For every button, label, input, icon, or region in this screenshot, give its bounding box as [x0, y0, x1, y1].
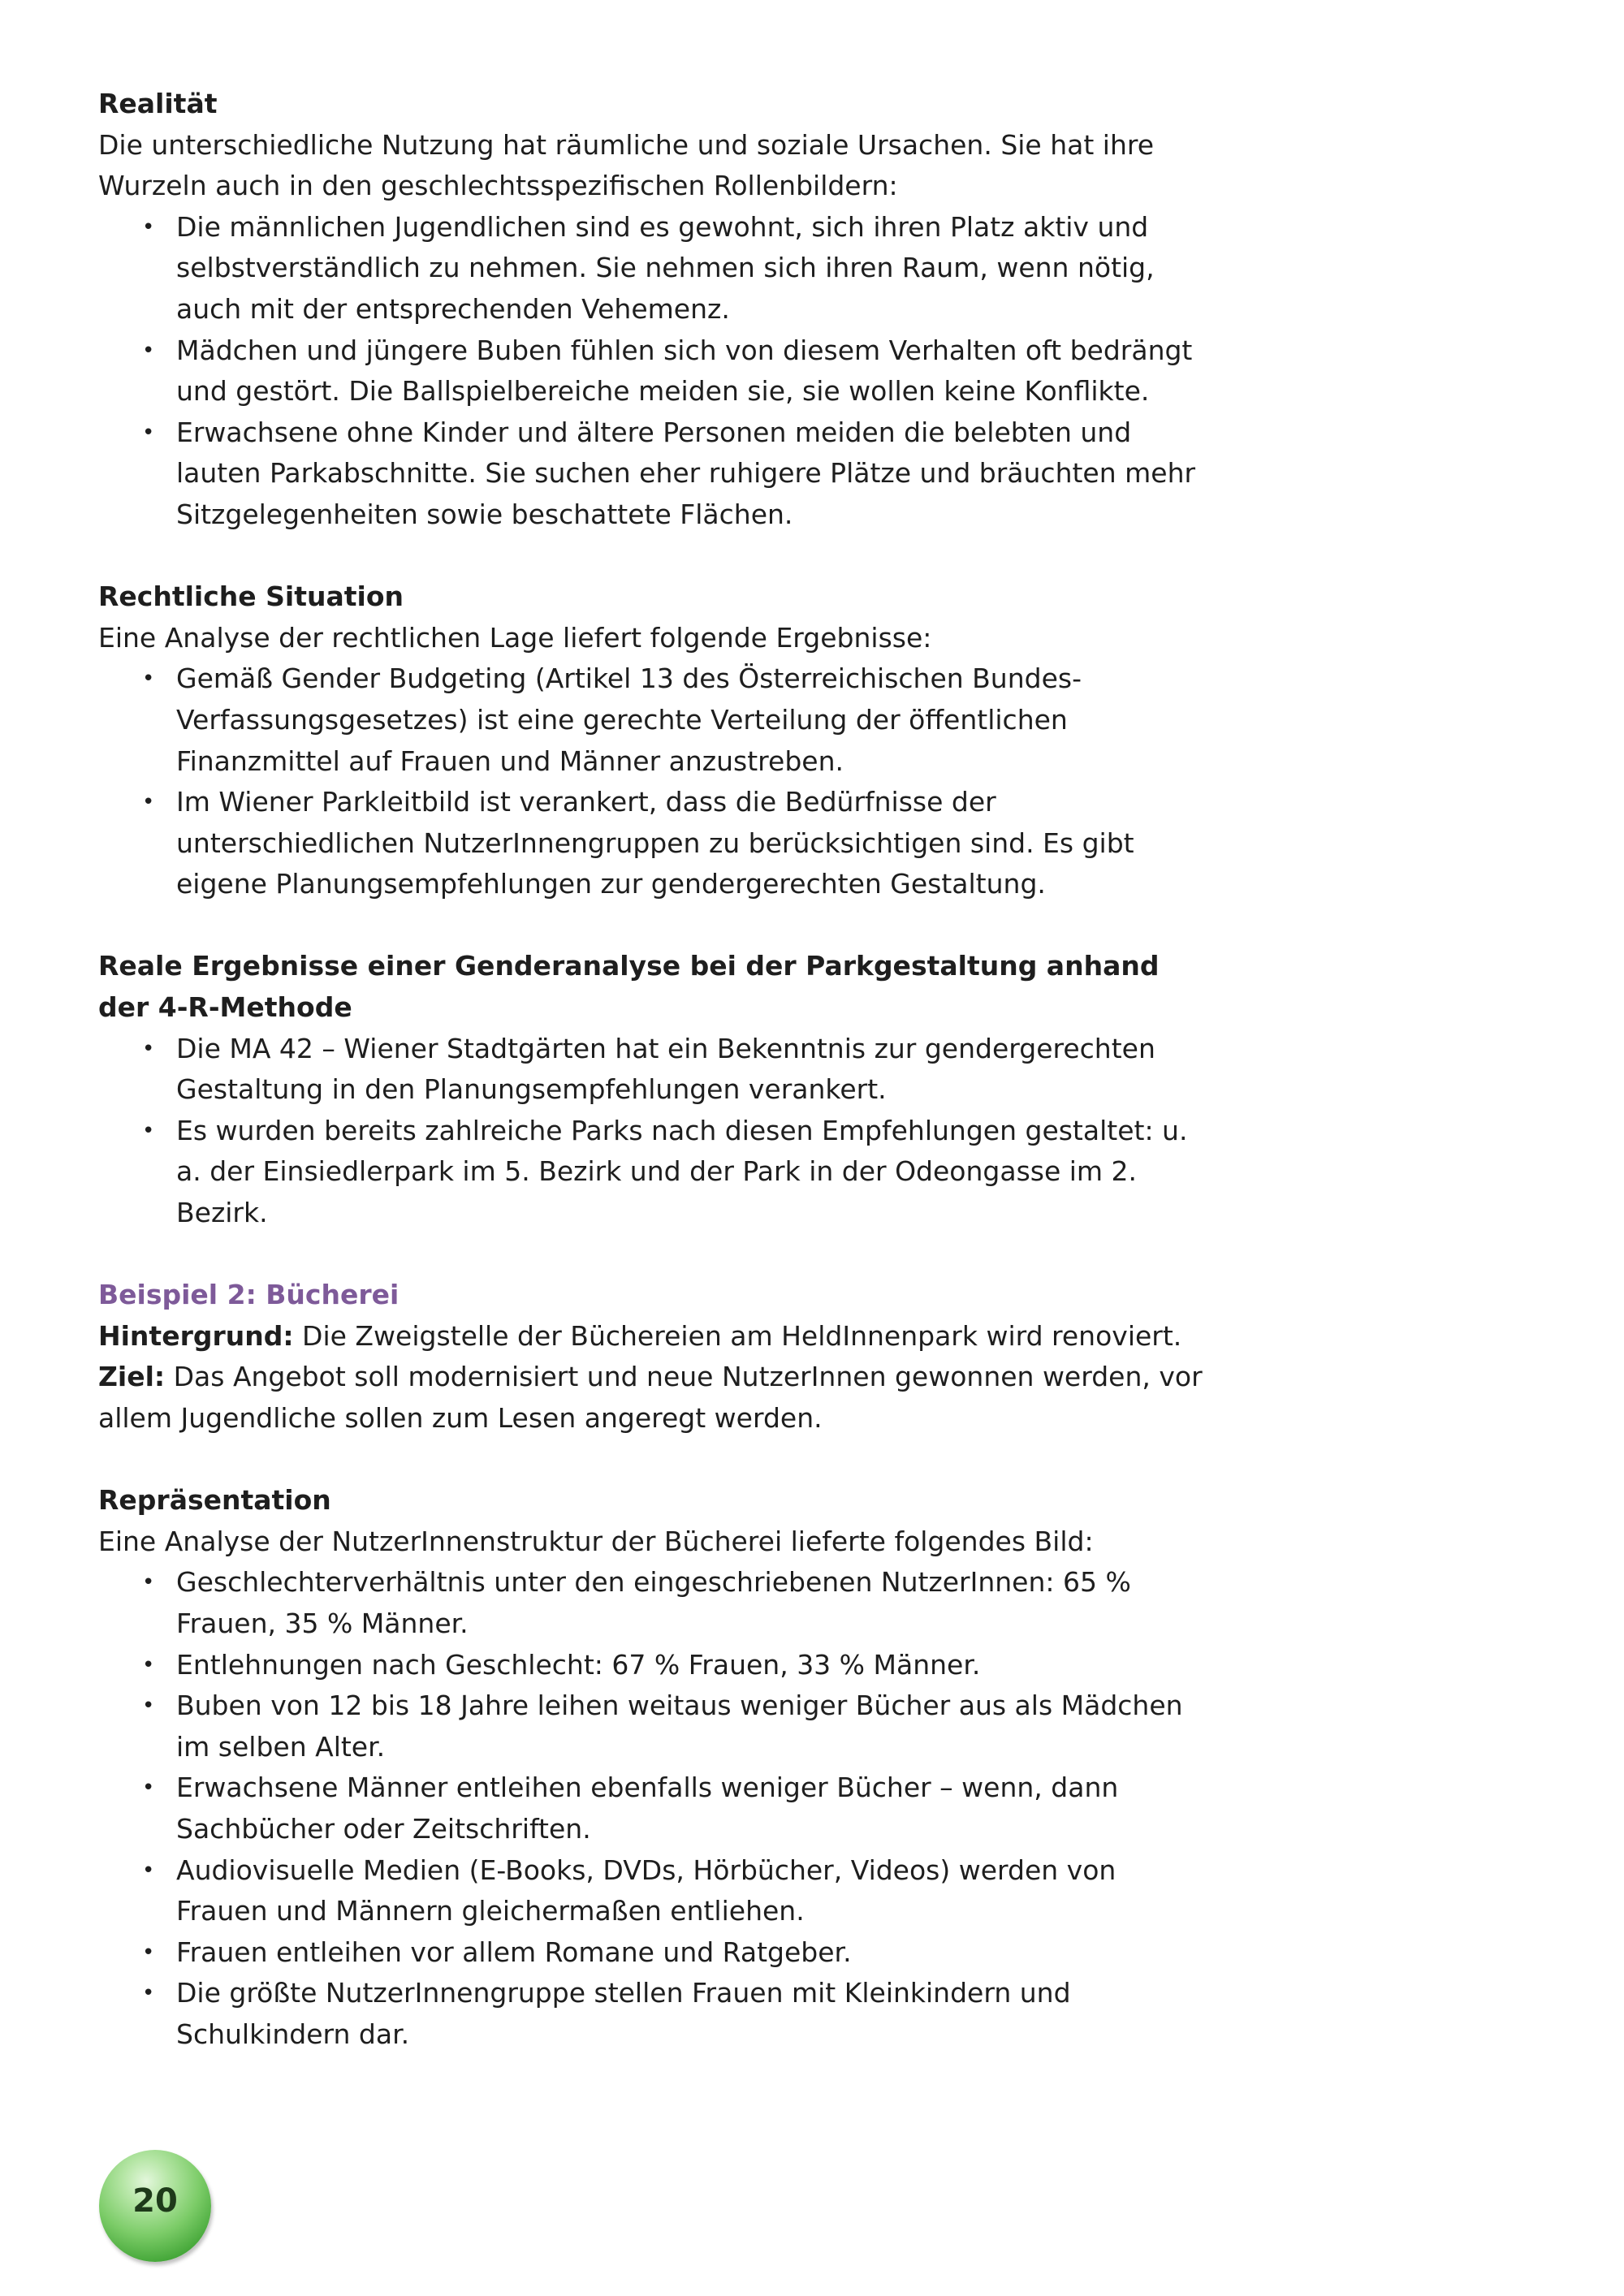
- section-heading: Repräsentation: [98, 1484, 331, 1517]
- bullet-icon: •: [142, 1858, 155, 1883]
- list-item: • Gemäß Gender Budgeting (Artikel 13 des Österreichischen Bundes-Verfassungsgesetzes) ist eine gerechte Verteilung der öffentlichen Finanzmittel auf Frauen und Männer anzustreben.: [98, 658, 1203, 782]
- example-2: [98, 1275, 1203, 1439]
- example-goal: Ziel: Das Angebot soll modernisiert und neue NutzerInnen gewonnen werden, vor allem Jugendliche sollen zum Lesen angeregt werden.: [98, 1361, 1203, 1434]
- bullet-icon: •: [142, 667, 155, 692]
- bullet-icon: •: [142, 1940, 155, 1965]
- bullet-icon: •: [142, 1118, 155, 1143]
- bullet-list: [98, 207, 1203, 536]
- section-intro: Eine Analyse der rechtlichen Lage liefert folgende Ergebnisse:: [98, 621, 932, 654]
- section-repraesentation: [98, 1480, 1203, 2055]
- bullet-icon: •: [142, 1776, 155, 1801]
- bullet-icon: •: [142, 1694, 155, 1719]
- bullet-list: [98, 658, 1203, 905]
- section-reale-ergebnisse: [98, 946, 1203, 1233]
- list-item: • Geschlechterverhältnis unter den eingeschriebenen NutzerInnen: 65 % Frauen, 35 % Männer.: [98, 1562, 1203, 1644]
- page-number: 20: [132, 2182, 178, 2220]
- page-content: [98, 84, 1203, 2096]
- list-item: • Die männlichen Jugendlichen sind es gewohnt, sich ihren Platz aktiv und selbstverständlich zu nehmen. Sie nehmen sich ihren Raum, wenn nötig, auch mit der entsprechenden Vehemenz.: [98, 207, 1203, 330]
- list-item: • Entlehnungen nach Geschlecht: 67 % Frauen, 33 % Männer.: [98, 1645, 1203, 1686]
- list-item: • Es wurden bereits zahlreiche Parks nach diesen Empfehlungen gestaltet: u. a. der Einsiedlerpark im 5. Bezirk und der Park in der Odeongasse im 2. Bezirk.: [98, 1111, 1203, 1234]
- section-intro: Die unterschiedliche Nutzung hat räumliche und soziale Ursachen. Sie hat ihre Wurzeln auch in den geschlechtsspezifischen Rollenbildern:: [98, 128, 1155, 202]
- bullet-icon: •: [142, 790, 155, 815]
- bullet-icon: •: [142, 1981, 155, 2006]
- bullet-icon: •: [142, 1652, 155, 1677]
- list-item: • Die MA 42 – Wiener Stadtgärten hat ein Bekenntnis zur gendergerechten Gestaltung in den Planungsempfehlungen verankert.: [98, 1029, 1203, 1111]
- bullet-list: [98, 1029, 1203, 1234]
- section-heading: Reale Ergebnisse einer Genderanalyse bei der Parkgestaltung anhand der 4-R-Methode: [98, 950, 1160, 1024]
- bullet-icon: •: [142, 1036, 155, 1061]
- bullet-icon: •: [142, 338, 155, 363]
- list-item: • Erwachsene Männer entleihen ebenfalls weniger Bücher – wenn, dann Sachbücher oder Zeitschriften.: [98, 1767, 1203, 1849]
- section-heading: Realität: [98, 88, 218, 119]
- section-heading: Rechtliche Situation: [98, 580, 404, 613]
- bullet-icon: •: [142, 1570, 155, 1595]
- section-intro: Eine Analyse der NutzerInnenstruktur der Bücherei lieferte folgendes Bild:: [98, 1525, 1094, 1557]
- bullet-list: [98, 1562, 1203, 2055]
- page-number-badge: [99, 2150, 211, 2262]
- list-item: • Frauen entleihen vor allem Romane und Ratgeber.: [98, 1932, 1203, 1974]
- section-rechtliche-situation: [98, 576, 1203, 905]
- list-item: • Audiovisuelle Medien (E-Books, DVDs, Hörbücher, Videos) werden von Frauen und Männern gleichermaßen entliehen.: [98, 1850, 1203, 1932]
- list-item: • Erwachsene ohne Kinder und ältere Personen meiden die belebten und lauten Parkabschnitte. Sie suchen eher ruhigere Plätze und bräuchten mehr Sitzgelegenheiten sowie beschattete Flächen.: [98, 412, 1203, 536]
- list-item: • Buben von 12 bis 18 Jahre leihen weitaus weniger Bücher aus als Mädchen im selben Alter.: [98, 1685, 1203, 1767]
- example-title: Beispiel 2: Bücherei: [98, 1279, 400, 1311]
- bullet-icon: •: [142, 420, 155, 445]
- bullet-icon: •: [142, 214, 155, 240]
- list-item: • Die größte NutzerInnengruppe stellen Frauen mit Kleinkindern und Schulkindern dar.: [98, 1973, 1203, 2055]
- list-item: • Im Wiener Parkleitbild ist verankert, dass die Bedürfnisse der unterschiedlichen NutzerInnengruppen zu berücksichtigen sind. Es gibt eigene Planungsempfehlungen zur gendergerechten Gestaltung.: [98, 782, 1203, 905]
- section-realitaet: [98, 84, 1203, 536]
- list-item: • Mädchen und jüngere Buben fühlen sich von diesem Verhalten oft bedrängt und gestört. Die Ballspielbereiche meiden sie, sie wollen keine Konflikte.: [98, 330, 1203, 412]
- example-background: Hintergrund: Die Zweigstelle der Büchereien am HeldInnenpark wird renoviert.: [98, 1319, 1182, 1352]
